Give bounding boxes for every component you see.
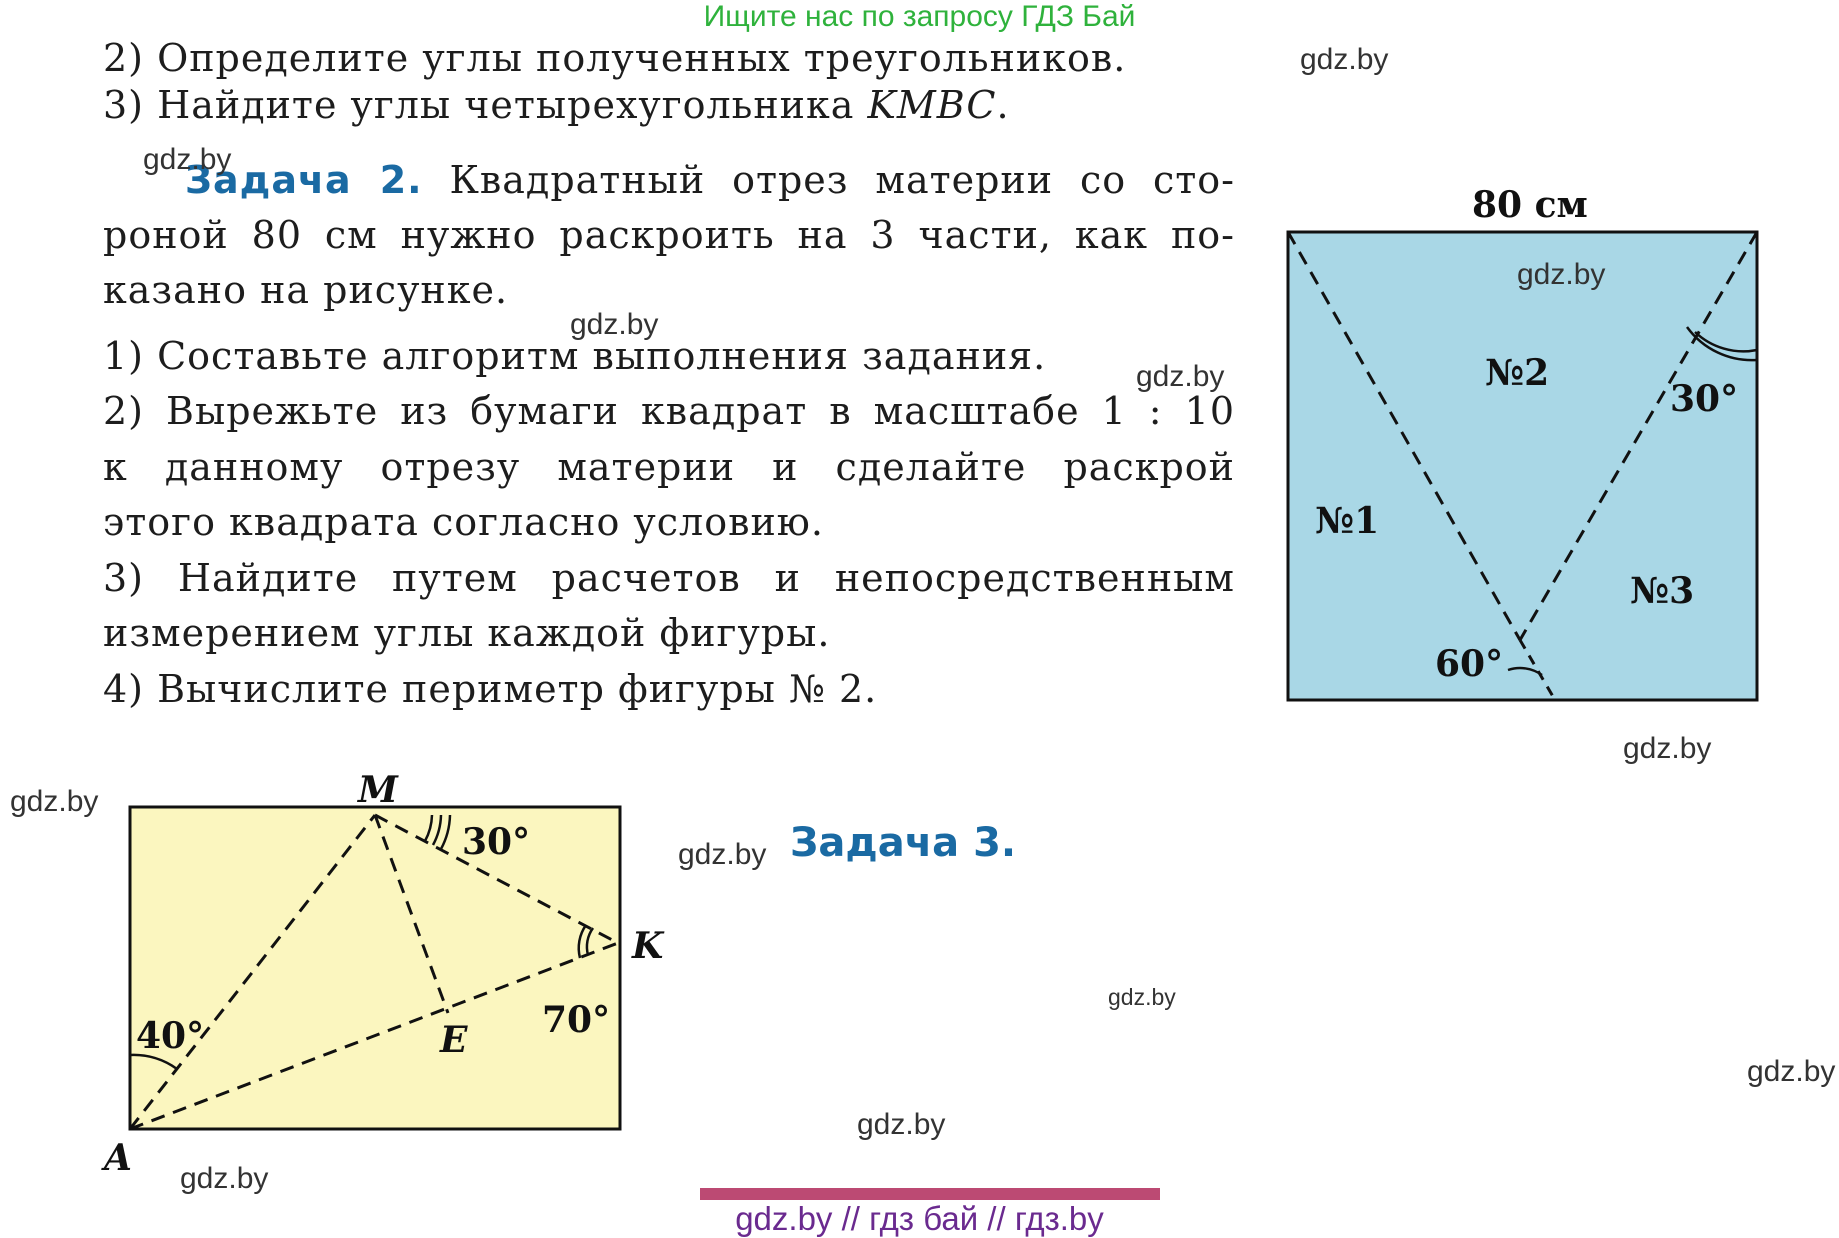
piece-3-label: №3: [1630, 570, 1695, 612]
task2-intro-line-3: казано на рисунке.: [103, 268, 509, 312]
watermark: gdz.by: [678, 838, 767, 871]
watermark: gdz.by: [1623, 732, 1712, 765]
piece-2-label: №2: [1485, 352, 1550, 394]
top-item-3: [103, 83, 1010, 127]
piece-1-label: №1: [1315, 500, 1380, 542]
task2-intro-line-2: роной 80 см нужно раскроить на 3 части, как по-: [103, 213, 1235, 257]
task2-heading: Задача 2.: [185, 158, 423, 202]
task2-item-2-end: этого квадрата согласно условию.: [103, 500, 824, 544]
footer-decoration: [700, 1188, 1160, 1200]
angle-A-40-label: 40°: [136, 1015, 205, 1057]
watermark: gdz.by: [143, 143, 232, 176]
task2-first-line: [185, 158, 1235, 202]
angle-60-label: 60°: [1435, 643, 1504, 685]
watermark: gdz.by: [1747, 1055, 1836, 1088]
angle-30-label: 30°: [1670, 378, 1739, 420]
watermark: gdz.by: [1517, 258, 1606, 291]
angle-K-70-label: 70°: [542, 999, 611, 1041]
fabric-square: [1288, 232, 1757, 700]
point-E-label: E: [440, 1019, 468, 1061]
watermark: gdz.by: [1108, 984, 1176, 1010]
watermark: gdz.by: [1300, 43, 1389, 76]
watermark: gdz.by: [180, 1162, 269, 1195]
side-length-label: 80 см: [1472, 184, 1588, 226]
vertex-M-label: M: [358, 769, 398, 811]
task2-item-1: 1) Составьте алгоритм выполнения задания.: [103, 334, 1047, 378]
angle-M-30-label: 30°: [462, 821, 531, 863]
vertex-A-label: A: [104, 1137, 132, 1179]
watermark: gdz.by: [1136, 360, 1225, 393]
top-item-3-text: 3) Найдите углы четырехугольника: [103, 83, 868, 127]
task3-heading: Задача 3.: [790, 820, 1017, 866]
watermark: gdz.by: [10, 785, 99, 818]
footer-links[interactable]: gdz.by // гдз бай // гдз.by: [735, 1200, 1104, 1237]
vertex-K-label: K: [632, 925, 664, 967]
task2-item-2-cont: к данному отрезу материи и сделайте раскрой: [103, 445, 1235, 489]
top-item-2: 2) Определите углы полученных треугольников.: [103, 36, 1127, 80]
top-item-3-end: .: [996, 83, 1010, 127]
watermark: gdz.by: [570, 308, 659, 341]
watermark: gdz.by: [857, 1108, 946, 1141]
quadrilateral-name: KMBC: [867, 83, 997, 127]
plywood-sheet: [130, 807, 620, 1129]
task3-text: [790, 820, 1016, 866]
search-banner[interactable]: Ищите нас по запросу ГДЗ Бай: [703, 0, 1136, 33]
task2-item-3: 3) Найдите путем расчетов и непосредственным: [103, 556, 1235, 600]
task2-intro-line-1: Квадратный отрез материи со сто-: [449, 158, 1235, 202]
task2-item-4: 4) Вычислите периметр фигуры № 2.: [103, 667, 878, 711]
task2-item-2: 2) Вырежьте из бумаги квадрат в масштабе 1 : 10: [103, 389, 1235, 433]
task2-item-3-end: измерением углы каждой фигуры.: [103, 611, 831, 655]
